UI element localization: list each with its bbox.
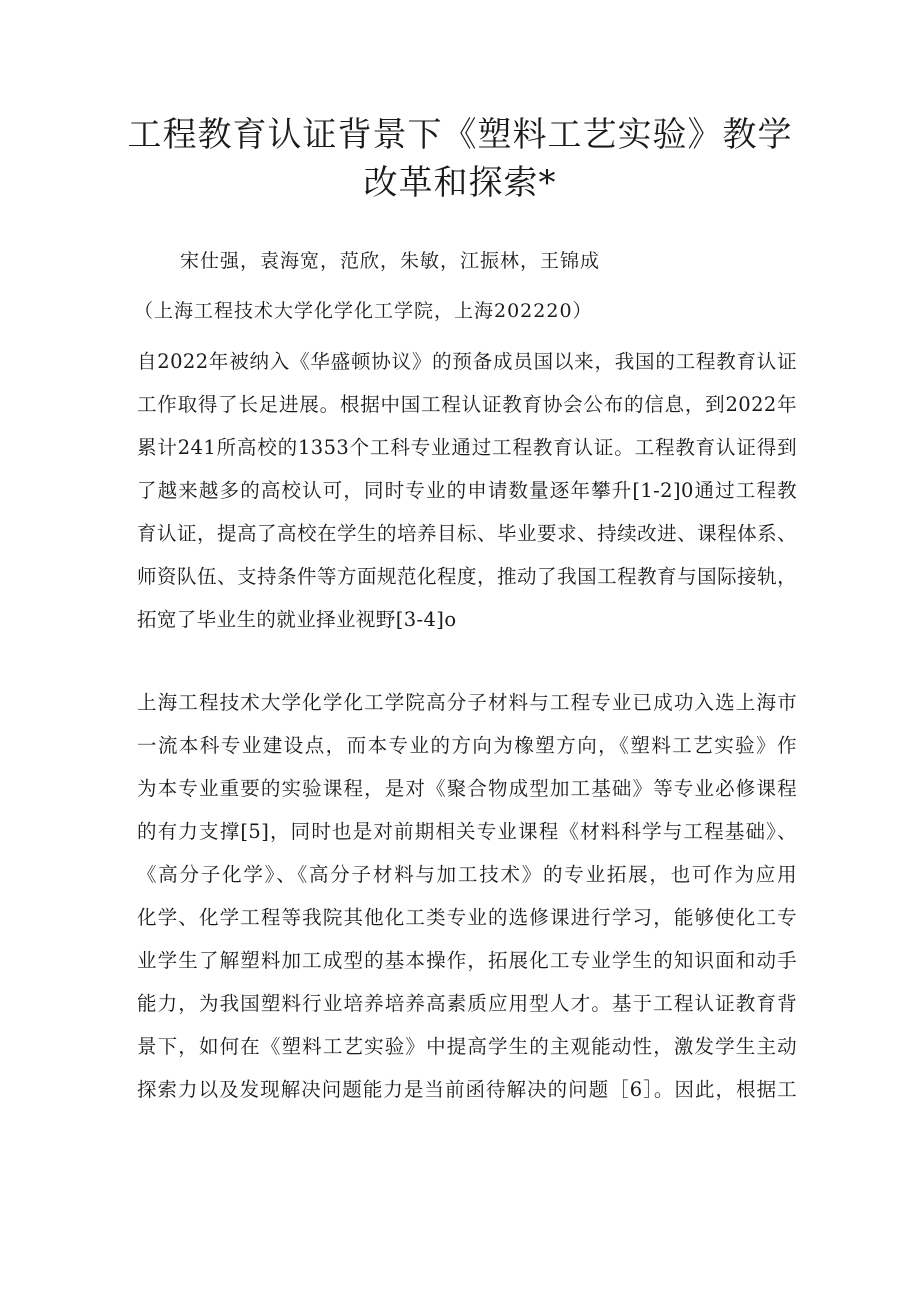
paragraph-line: 师资队伍、支持条件等方面规范化程度，推动了我国工程教育与国际接轨，: [137, 565, 797, 588]
author-list: 宋仕强，袁海宽，范欣，朱敏，江振林，王锦成: [180, 250, 601, 272]
paragraph-line: 景下，如何在《塑料工艺实验》中提高学生的主观能动性，激发学生主动: [137, 1035, 797, 1058]
paper-title-line-1: 工程教育认证背景下《塑料工艺实验》教学: [127, 115, 793, 155]
paragraph-line: 育认证，提高了高校在学生的培养目标、毕业要求、持续改进、课程体系、: [137, 522, 797, 545]
affiliation: （上海工程技术大学化学化工学院，上海202220）: [134, 300, 593, 322]
paragraph-line: 为本专业重要的实验课程，是对《聚合物成型加工基础》等专业必修课程: [137, 777, 797, 800]
paragraph-line: 化学、化学工程等我院其他化工类专业的选修课进行学习，能够使化工专: [137, 906, 797, 929]
paragraph-line: 上海工程技术大学化学化工学院高分子材料与工程专业已成功入选上海市: [137, 691, 797, 714]
paragraph-line: 业学生了解塑料加工成型的基本操作，拓展化工专业学生的知识面和动手: [137, 949, 797, 972]
paragraph-line: 一流本科专业建设点，而本专业的方向为橡塑方向，《塑料工艺实验》作: [137, 734, 797, 757]
paragraph-2: [137, 681, 797, 1111]
paragraph-line: 探索力以及发现解决问题能力是当前函待解决的问题［6］。因此，根据工: [137, 1078, 797, 1101]
paragraph-1: [137, 340, 797, 641]
paragraph-line: 自2022年被纳入《华盛顿协议》的预备成员国以来，我国的工程教育认证: [137, 350, 797, 373]
paragraph-line: 工作取得了长足进展。根据中国工程认证教育协会公布的信息，到2022年: [137, 393, 797, 416]
paragraph-line: 拓宽了毕业生的就业择业视野[3-4]o: [137, 608, 457, 631]
paragraph-line: 的有力支撑[5]，同时也是对前期相关专业课程《材料科学与工程基础》、: [137, 820, 797, 843]
paragraph-line: 累计241所高校的1353个工科专业通过工程教育认证。工程教育认证得到: [137, 436, 797, 459]
paragraph-line: 能力，为我国塑料行业培养培养高素质应用型人才。基于工程认证教育背: [137, 992, 797, 1015]
paper-title-line-2: 改革和探索*: [363, 163, 557, 203]
paragraph-line: 《高分子化学》、《高分子材料与加工技术》的专业拓展，也可作为应用: [137, 863, 797, 886]
paragraph-line: 了越来越多的高校认可，同时专业的申请数量逐年攀升[1-2]0通过工程教: [137, 479, 797, 502]
